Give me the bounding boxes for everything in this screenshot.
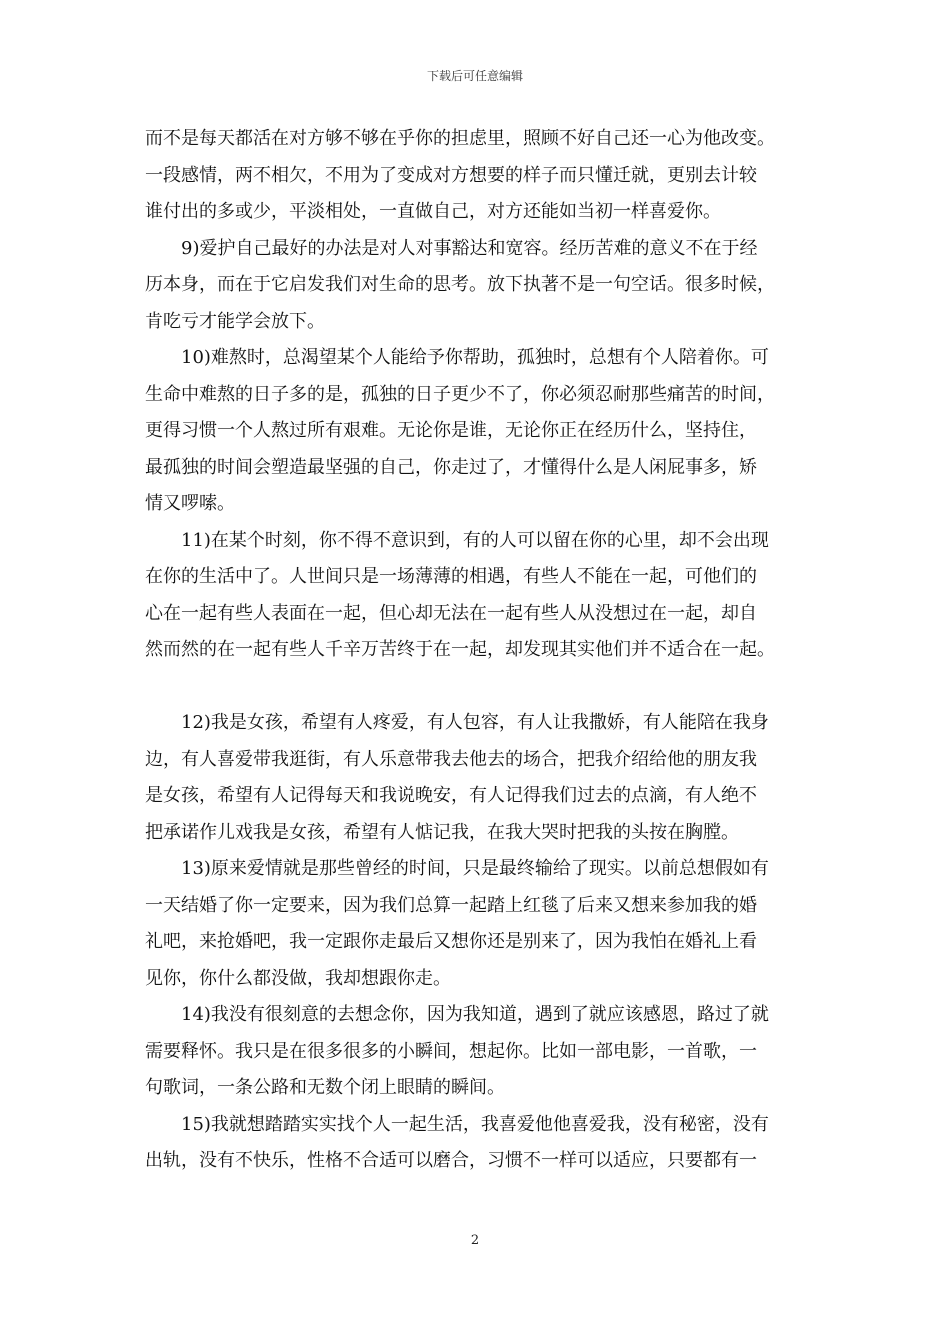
text-line: 最孤独的时间会塑造最坚强的自己，你走过了，才懂得什么是人闲屁事多，矫	[145, 456, 757, 478]
text-line: 心在一起有些人表面在一起，但心却无法在一起有些人从没想过在一起，却自	[145, 602, 757, 624]
text-line: 见你，你什么都没做，我却想跟你走。	[145, 967, 451, 989]
paragraph-start-line: 9)爱护自己最好的办法是对人对事豁达和宽容。经历苦难的意义不在于经	[181, 237, 758, 259]
paragraph-start-line: 10)难熬时，总渴望某个人能给予你帮助，孤独时，总想有个人陪着你。可	[181, 347, 769, 368]
text-line: 一段感情，两不相欠，不用为了变成对方想要的样子而只懂迁就，更别去计较	[145, 164, 757, 186]
text-line: 肯吃亏才能学会放下。	[145, 310, 325, 332]
text-line: 情又啰嗦。	[145, 493, 235, 514]
paragraph-start-line: 11)在某个时刻，你不得不意识到，有的人可以留在你的心里，却不会出现	[181, 529, 769, 551]
page-header: 下载后可任意编辑	[426, 69, 523, 83]
text-line: 把承诺作儿戏我是女孩，希望有人惦记我，在我大哭时把我的头按在胸膛。	[145, 821, 739, 843]
text-line: 生命中难熬的日子多的是，孤独的日子更少不了，你必须忍耐那些痛苦的时间，	[145, 383, 775, 405]
text-line: 然而然的在一起有些人千辛万苦终于在一起，却发现其实他们并不适合在一起。	[145, 639, 775, 660]
document-body	[145, 121, 817, 1180]
paragraph-gap	[145, 669, 817, 706]
paragraph-start-line: 14)我没有很刻意的去想念你，因为我知道，遇到了就应该感恩，路过了就	[181, 1004, 769, 1025]
text-line: 而不是每天都活在对方够不够在乎你的担虑里，照顾不好自己还一心为他改变。	[145, 128, 775, 149]
text-line: 句歌词，一条公路和无数个闭上眼睛的瞬间。	[145, 1077, 505, 1098]
paragraph-start-line: 13)原来爱情就是那些曾经的时间，只是最终输给了现实。以前总想假如有	[181, 858, 769, 879]
text-line: 需要释怀。我只是在很多很多的小瞬间，想起你。比如一部电影，一首歌，一	[145, 1040, 757, 1062]
text-line: 边，有人喜爱带我逛街，有人乐意带我去他去的场合，把我介绍给他的朋友我	[145, 748, 757, 770]
page-number: 2	[470, 1233, 480, 1248]
paragraph-start-line: 15)我就想踏踏实实找个人一起生活，我喜爱他他喜爱我，没有秘密，没有	[181, 1113, 769, 1135]
text-line: 更得习惯一个人熬过所有艰难。无论你是谁，无论你正在经历什么，坚持住，	[145, 420, 757, 441]
text-line: 是女孩，希望有人记得每天和我说晚安，有人记得我们过去的点滴，有人绝不	[145, 785, 757, 806]
text-line: 在你的生活中了。人世间只是一场薄薄的相遇，有些人不能在一起，可他们的	[145, 566, 757, 587]
text-line: 礼吧，来抢婚吧，我一定跟你走最后又想你还是别来了，因为我怕在婚礼上看	[145, 931, 757, 952]
text-line: 一天结婚了你一定要来，因为我们总算一起踏上红毯了后来又想来参加我的婚	[145, 894, 757, 916]
text-line: 谁付出的多或少，平淡相处，一直做自己，对方还能如当初一样喜爱你。	[145, 201, 721, 222]
paragraph-start-line: 12)我是女孩，希望有人疼爱，有人包容，有人让我撒娇，有人能陪在我身	[181, 712, 769, 733]
text-line: 出轨，没有不快乐，性格不合适可以磨合，习惯不一样可以适应，只要都有一	[145, 1150, 757, 1171]
text-line: 历本身，而在于它启发我们对生命的思考。放下执著不是一句空话。很多时候，	[145, 274, 775, 295]
